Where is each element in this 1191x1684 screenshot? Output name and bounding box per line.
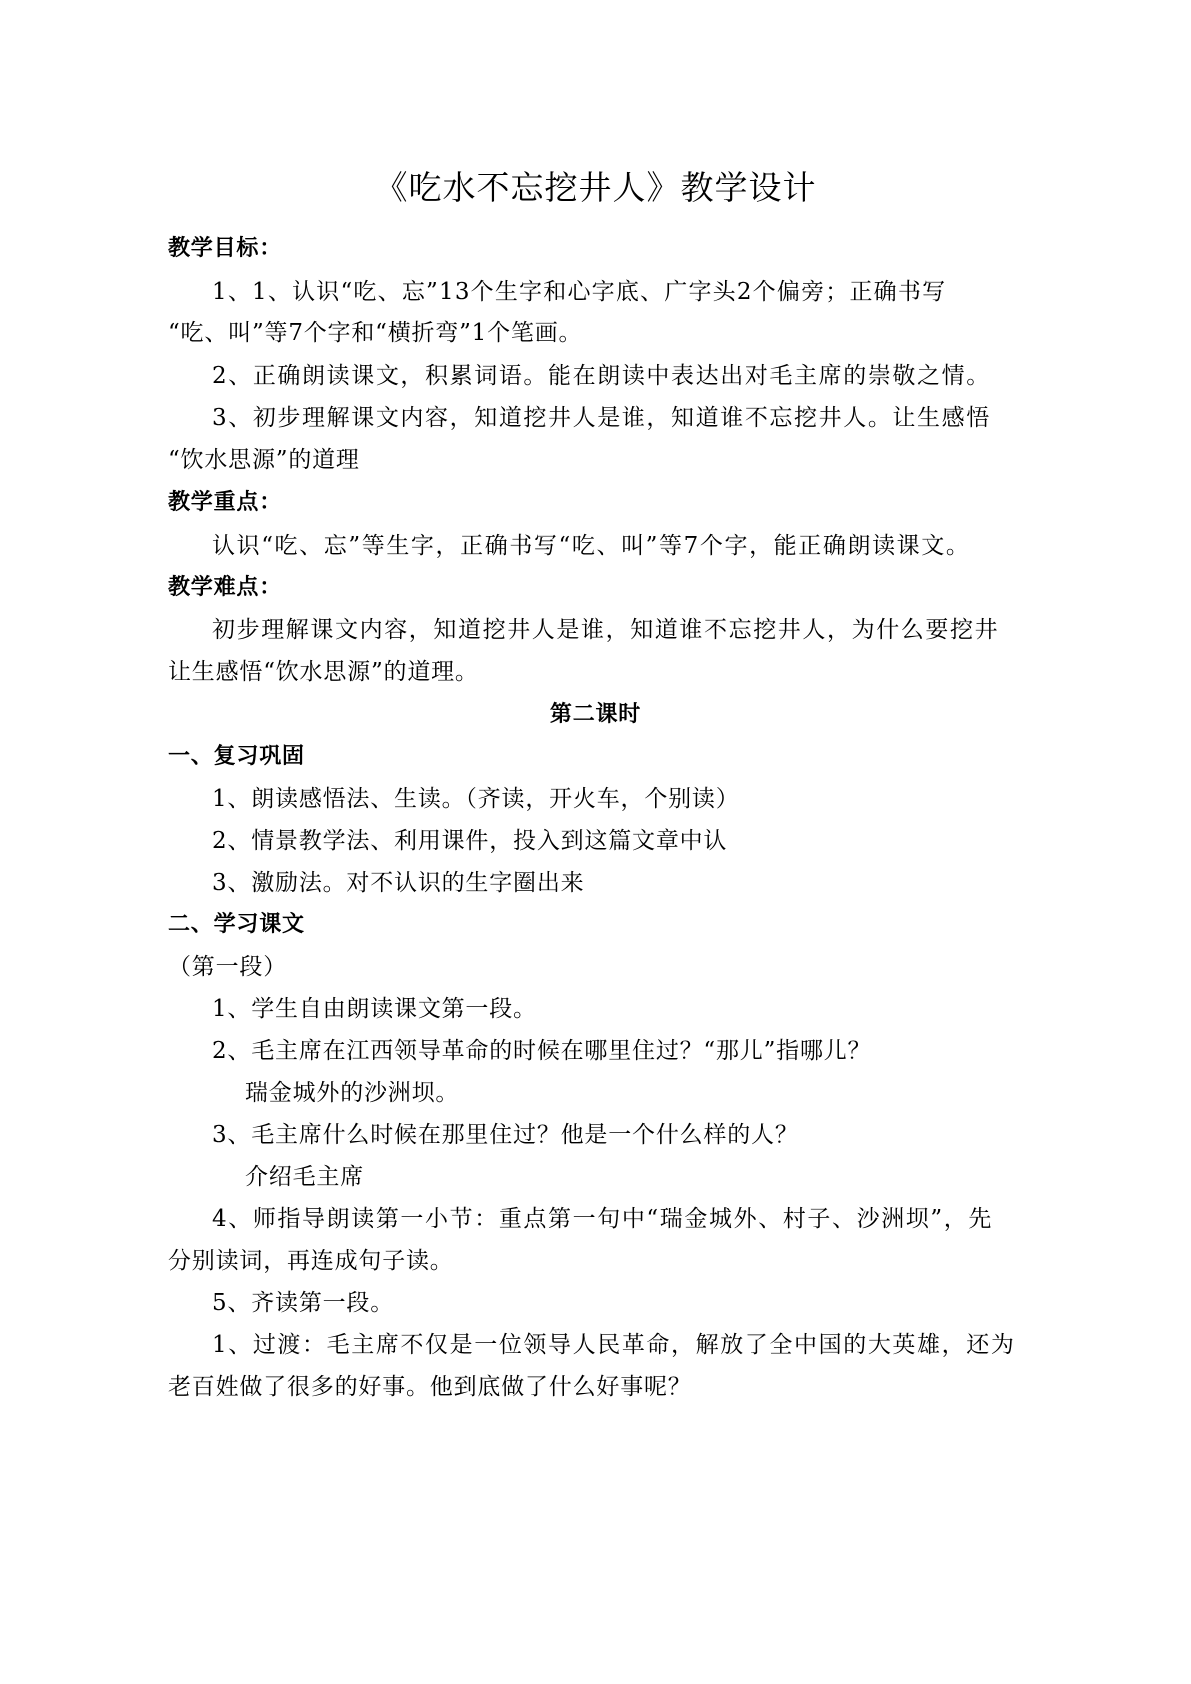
- study-heading: 二、学习课文: [168, 912, 305, 937]
- study-line: 老百姓做了很多的好事。他到底做了什么好事呢？: [168, 1374, 692, 1400]
- study-line: 5、齐读第一段。: [212, 1290, 395, 1316]
- study-line: 瑞金城外的沙洲坝。: [245, 1080, 460, 1106]
- document-title: 《吃水不忘挖井人》教学设计: [374, 168, 817, 207]
- objective-line: 1、1、认识“吃、忘”13个生字和心字底、广字头2个偏旁；正确书写: [212, 279, 947, 305]
- lesson-heading: 第二课时: [549, 702, 642, 727]
- review-line: 3、激励法。对不认识的生字圈出来: [212, 870, 585, 896]
- difficulty-line: 让生感悟“饮水思源”的道理。: [168, 659, 479, 685]
- objective-line: 2、正确朗读课文，积累词语。能在朗读中表达出对毛主席的崇敬之情。: [212, 363, 991, 389]
- study-line: 4、师指导朗读第一小节：重点第一句中“瑞金城外、村子、沙洲坝”，先: [212, 1206, 993, 1232]
- study-line: 1、过渡：毛主席不仅是一位领导人民革命，解放了全中国的大英雄，还为: [212, 1332, 1016, 1358]
- key-point-line: 认识“吃、忘”等生字，正确书写“吃、叫”等7个字，能正确朗读课文。: [212, 533, 971, 559]
- review-line: 1、朗读感悟法、生读。（齐读，开火车，个别读）: [212, 786, 740, 812]
- objective-line: “吃、叫”等7个字和“横折弯”1个笔画。: [168, 320, 583, 346]
- difficulty-line: 初步理解课文内容，知道挖井人是谁，知道谁不忘挖井人，为什么要挖井: [212, 617, 1000, 643]
- objective-line: 3、初步理解课文内容，知道挖井人是谁，知道谁不忘挖井人。让生感悟: [212, 405, 991, 431]
- objectives-heading: 教学目标：: [168, 236, 283, 261]
- study-line: 1、学生自由朗读课文第一段。: [212, 996, 537, 1022]
- study-line: （第一段）: [168, 954, 287, 980]
- review-heading: 一、复习巩固: [168, 744, 305, 769]
- study-line: 3、毛主席什么时候在那里住过？他是一个什么样的人？: [212, 1122, 799, 1148]
- study-line: 分别读词，再连成句子读。: [168, 1248, 454, 1274]
- study-line: 2、毛主席在江西领导革命的时候在哪里住过？“那儿”指哪儿？: [212, 1038, 872, 1064]
- key-points-heading: 教学重点：: [168, 490, 283, 515]
- review-line: 2、情景教学法、利用课件，投入到这篇文章中认: [212, 828, 728, 854]
- objective-line: “饮水思源”的道理: [168, 447, 360, 473]
- study-line: 介绍毛主席: [245, 1164, 364, 1190]
- difficulties-heading: 教学难点：: [168, 575, 283, 600]
